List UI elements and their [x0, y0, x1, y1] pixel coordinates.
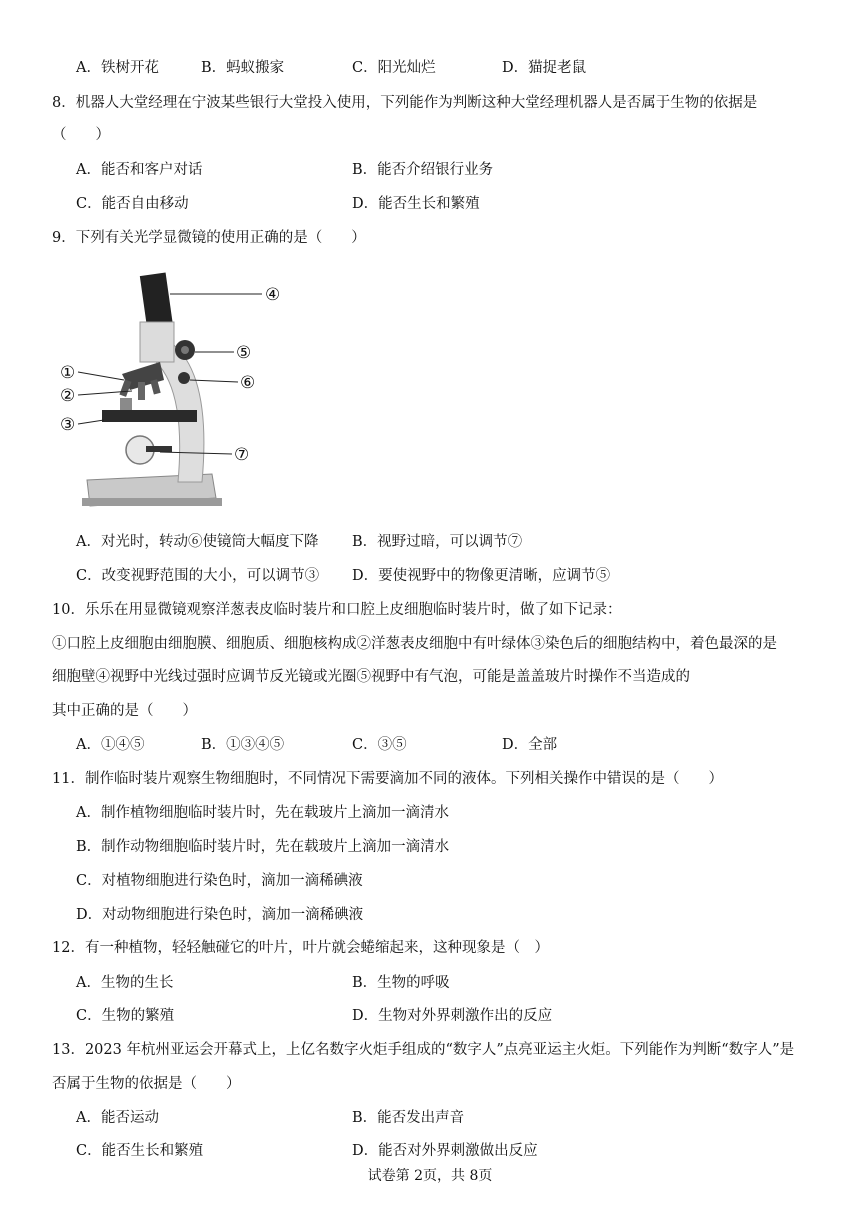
- q7-option-c: C．阳光灿烂: [352, 60, 436, 76]
- q9-option-c: C．改变视野范围的大小，可以调节③: [76, 568, 320, 584]
- label-5: ⑤: [236, 343, 252, 363]
- q8-stem: 8．机器人大堂经理在宁波某些银行大堂投入使用，下列能作为判断这种大堂经理机器人是否属于生物的依据是: [52, 95, 758, 111]
- q9-stem: 9．下列有关光学显微镜的使用正确的是（ ）: [52, 230, 366, 246]
- label-4: ④: [265, 285, 281, 305]
- q8-option-a: A．能否和客户对话: [76, 162, 203, 178]
- q8-option-c: C．能否自由移动: [76, 196, 189, 212]
- q8-option-b: B．能否介绍银行业务: [352, 162, 494, 178]
- label-6: ⑥: [240, 373, 256, 393]
- label-3: ③: [60, 415, 76, 435]
- q11-option-d: D．对动物细胞进行染色时，滴加一滴稀碘液: [76, 907, 364, 923]
- q13-option-a: A．能否运动: [76, 1110, 159, 1126]
- q10-stem: 10．乐乐在用显微镜观察洋葱表皮临时装片和口腔上皮细胞临时装片时，做了如下记录：: [52, 602, 622, 618]
- q7-option-d: D．猫捉老鼠: [502, 60, 587, 76]
- q10-record-line1: ①口腔上皮细胞由细胞膜、细胞质、细胞核构成②洋葱表皮细胞中有叶绿体③染色后的细胞结构中，着色最深的是: [52, 636, 777, 652]
- q12-option-c: C．生物的繁殖: [76, 1008, 175, 1024]
- q11-option-c: C．对植物细胞进行染色时，滴加一滴稀碘液: [76, 873, 363, 889]
- q11-stem: 11．制作临时装片观察生物细胞时，不同情况下需要滴加不同的液体。下列相关操作中错误的是（ ）: [52, 771, 723, 787]
- q9-option-d: D．要使视野中的物像更清晰，应调节⑤: [352, 568, 611, 584]
- label-1: ①: [60, 363, 76, 383]
- q10-option-b: B．①③④⑤: [201, 737, 285, 753]
- label-2: ②: [60, 386, 76, 406]
- q11-option-a: A．制作植物细胞临时装片时，先在载玻片上滴加一滴清水: [76, 805, 449, 821]
- q10-option-c: C．③⑤: [352, 737, 407, 753]
- q12-stem: 12．有一种植物，轻轻触碰它的叶片，叶片就会蜷缩起来，这种现象是（ ）: [52, 940, 549, 956]
- page-footer: 试卷第 2页，共 8页: [367, 1168, 493, 1184]
- q10-ask: 其中正确的是（ ）: [52, 703, 197, 719]
- q10-option-a: A．①④⑤: [76, 737, 145, 753]
- q11-option-b: B．制作动物细胞临时装片时，先在载玻片上滴加一滴清水: [76, 839, 450, 855]
- q12-option-b: B．生物的呼吸: [352, 975, 450, 991]
- q12-option-a: A．生物的生长: [76, 975, 174, 991]
- q13-stem: 13．2023 年杭州亚运会开幕式上，上亿名数字火炬手组成的“数字人”点亮亚运主火炬。下列能作为判断“数字人”是: [52, 1042, 795, 1058]
- q7-option-b: B．蚂蚁搬家: [201, 60, 285, 76]
- q12-option-d: D．生物对外界刺激作出的反应: [352, 1008, 553, 1024]
- q13-option-d: D．能否对外界刺激做出反应: [352, 1143, 538, 1159]
- q13-stem-cont: 否属于生物的依据是（ ）: [52, 1076, 241, 1092]
- q9-option-a: A．对光时，转动⑥使镜筒大幅度下降: [76, 534, 319, 550]
- microscope-figure: [52, 262, 292, 516]
- q7-option-a: A．铁树开花: [76, 60, 159, 76]
- q9-option-b: B．视野过暗，可以调节⑦: [352, 534, 523, 550]
- q13-option-c: C．能否生长和繁殖: [76, 1143, 204, 1159]
- q10-option-d: D．全部: [502, 737, 558, 753]
- q8-option-d: D．能否生长和繁殖: [352, 196, 480, 212]
- q10-record-line2: 细胞壁④视野中光线过强时应调节反光镜或光圈⑤视野中有气泡，可能是盖盖玻片时操作不当造成的: [52, 669, 690, 685]
- q13-option-b: B．能否发出声音: [352, 1110, 465, 1126]
- q8-stem-cont: （ ）: [52, 127, 110, 143]
- label-7: ⑦: [234, 445, 250, 465]
